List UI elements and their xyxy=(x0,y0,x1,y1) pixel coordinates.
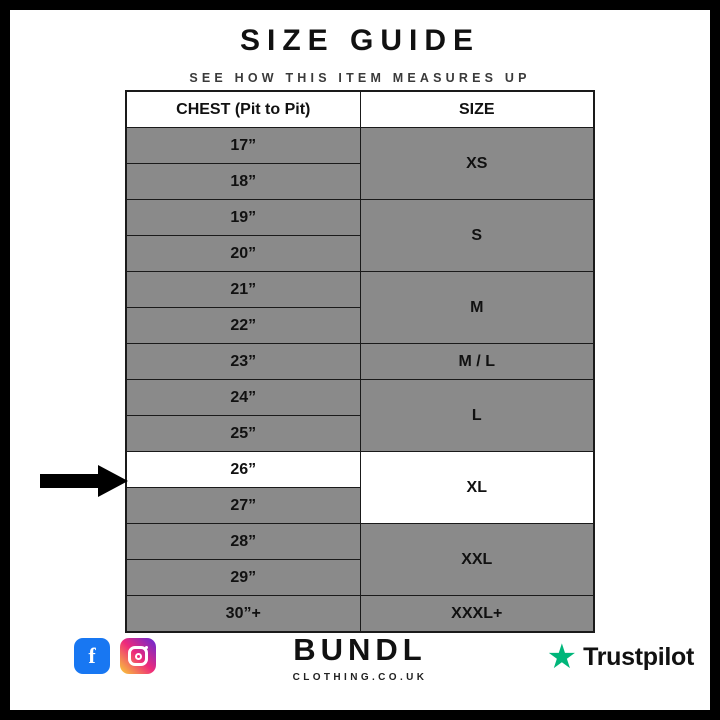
size-value: L xyxy=(360,380,594,452)
chest-value: 20” xyxy=(126,236,360,272)
column-header-size: SIZE xyxy=(360,91,594,128)
page-title: SIZE GUIDE xyxy=(239,24,481,57)
chest-value: 27” xyxy=(126,488,360,524)
chest-value: 22” xyxy=(126,308,360,344)
table-row xyxy=(126,272,594,308)
column-header-chest: CHEST (Pit to Pit) xyxy=(126,91,360,128)
table-row xyxy=(126,524,594,560)
chest-value-selected: 26” xyxy=(126,452,360,488)
facebook-icon[interactable]: f xyxy=(74,638,110,674)
size-value: M / L xyxy=(360,344,594,380)
size-guide-card xyxy=(10,10,710,710)
brand-website: CLOTHING.CO.UK xyxy=(292,672,428,683)
size-value: S xyxy=(360,200,594,272)
chest-value: 28” xyxy=(126,524,360,560)
trustpilot-star-icon: ★ xyxy=(546,638,578,676)
page-subtitle: SEE HOW THIS ITEM MEASURES UP xyxy=(189,71,531,85)
chest-value: 25” xyxy=(126,416,360,452)
chest-value: 30”+ xyxy=(126,596,360,633)
size-table xyxy=(125,90,595,633)
arrow-head xyxy=(98,465,128,497)
trustpilot-logo[interactable] xyxy=(546,638,694,676)
table-row xyxy=(126,200,594,236)
selection-arrow-icon xyxy=(40,465,130,497)
table-row xyxy=(126,596,594,633)
chest-value: 17” xyxy=(126,128,360,164)
chest-value: 24” xyxy=(126,380,360,416)
arrow-shaft xyxy=(40,474,102,488)
size-value: M xyxy=(360,272,594,344)
trustpilot-label: Trustpilot xyxy=(583,642,694,671)
chest-value: 29” xyxy=(126,560,360,596)
footer xyxy=(10,630,710,696)
size-value: XXL xyxy=(360,524,594,596)
size-value-selected: XL xyxy=(360,452,594,524)
table-row xyxy=(126,380,594,416)
table-row xyxy=(126,128,594,164)
size-value: XXXL+ xyxy=(360,596,594,633)
brand-name: BUNDL xyxy=(293,632,427,667)
chest-value: 21” xyxy=(126,272,360,308)
table-row-selected xyxy=(126,452,594,488)
chest-value: 23” xyxy=(126,344,360,380)
size-value: XS xyxy=(360,128,594,200)
table-row xyxy=(126,344,594,380)
google-icon[interactable]: G xyxy=(28,638,64,674)
table-header-row xyxy=(126,91,594,128)
size-table-wrapper xyxy=(125,90,595,633)
chest-value: 19” xyxy=(126,200,360,236)
chest-value: 18” xyxy=(126,164,360,200)
